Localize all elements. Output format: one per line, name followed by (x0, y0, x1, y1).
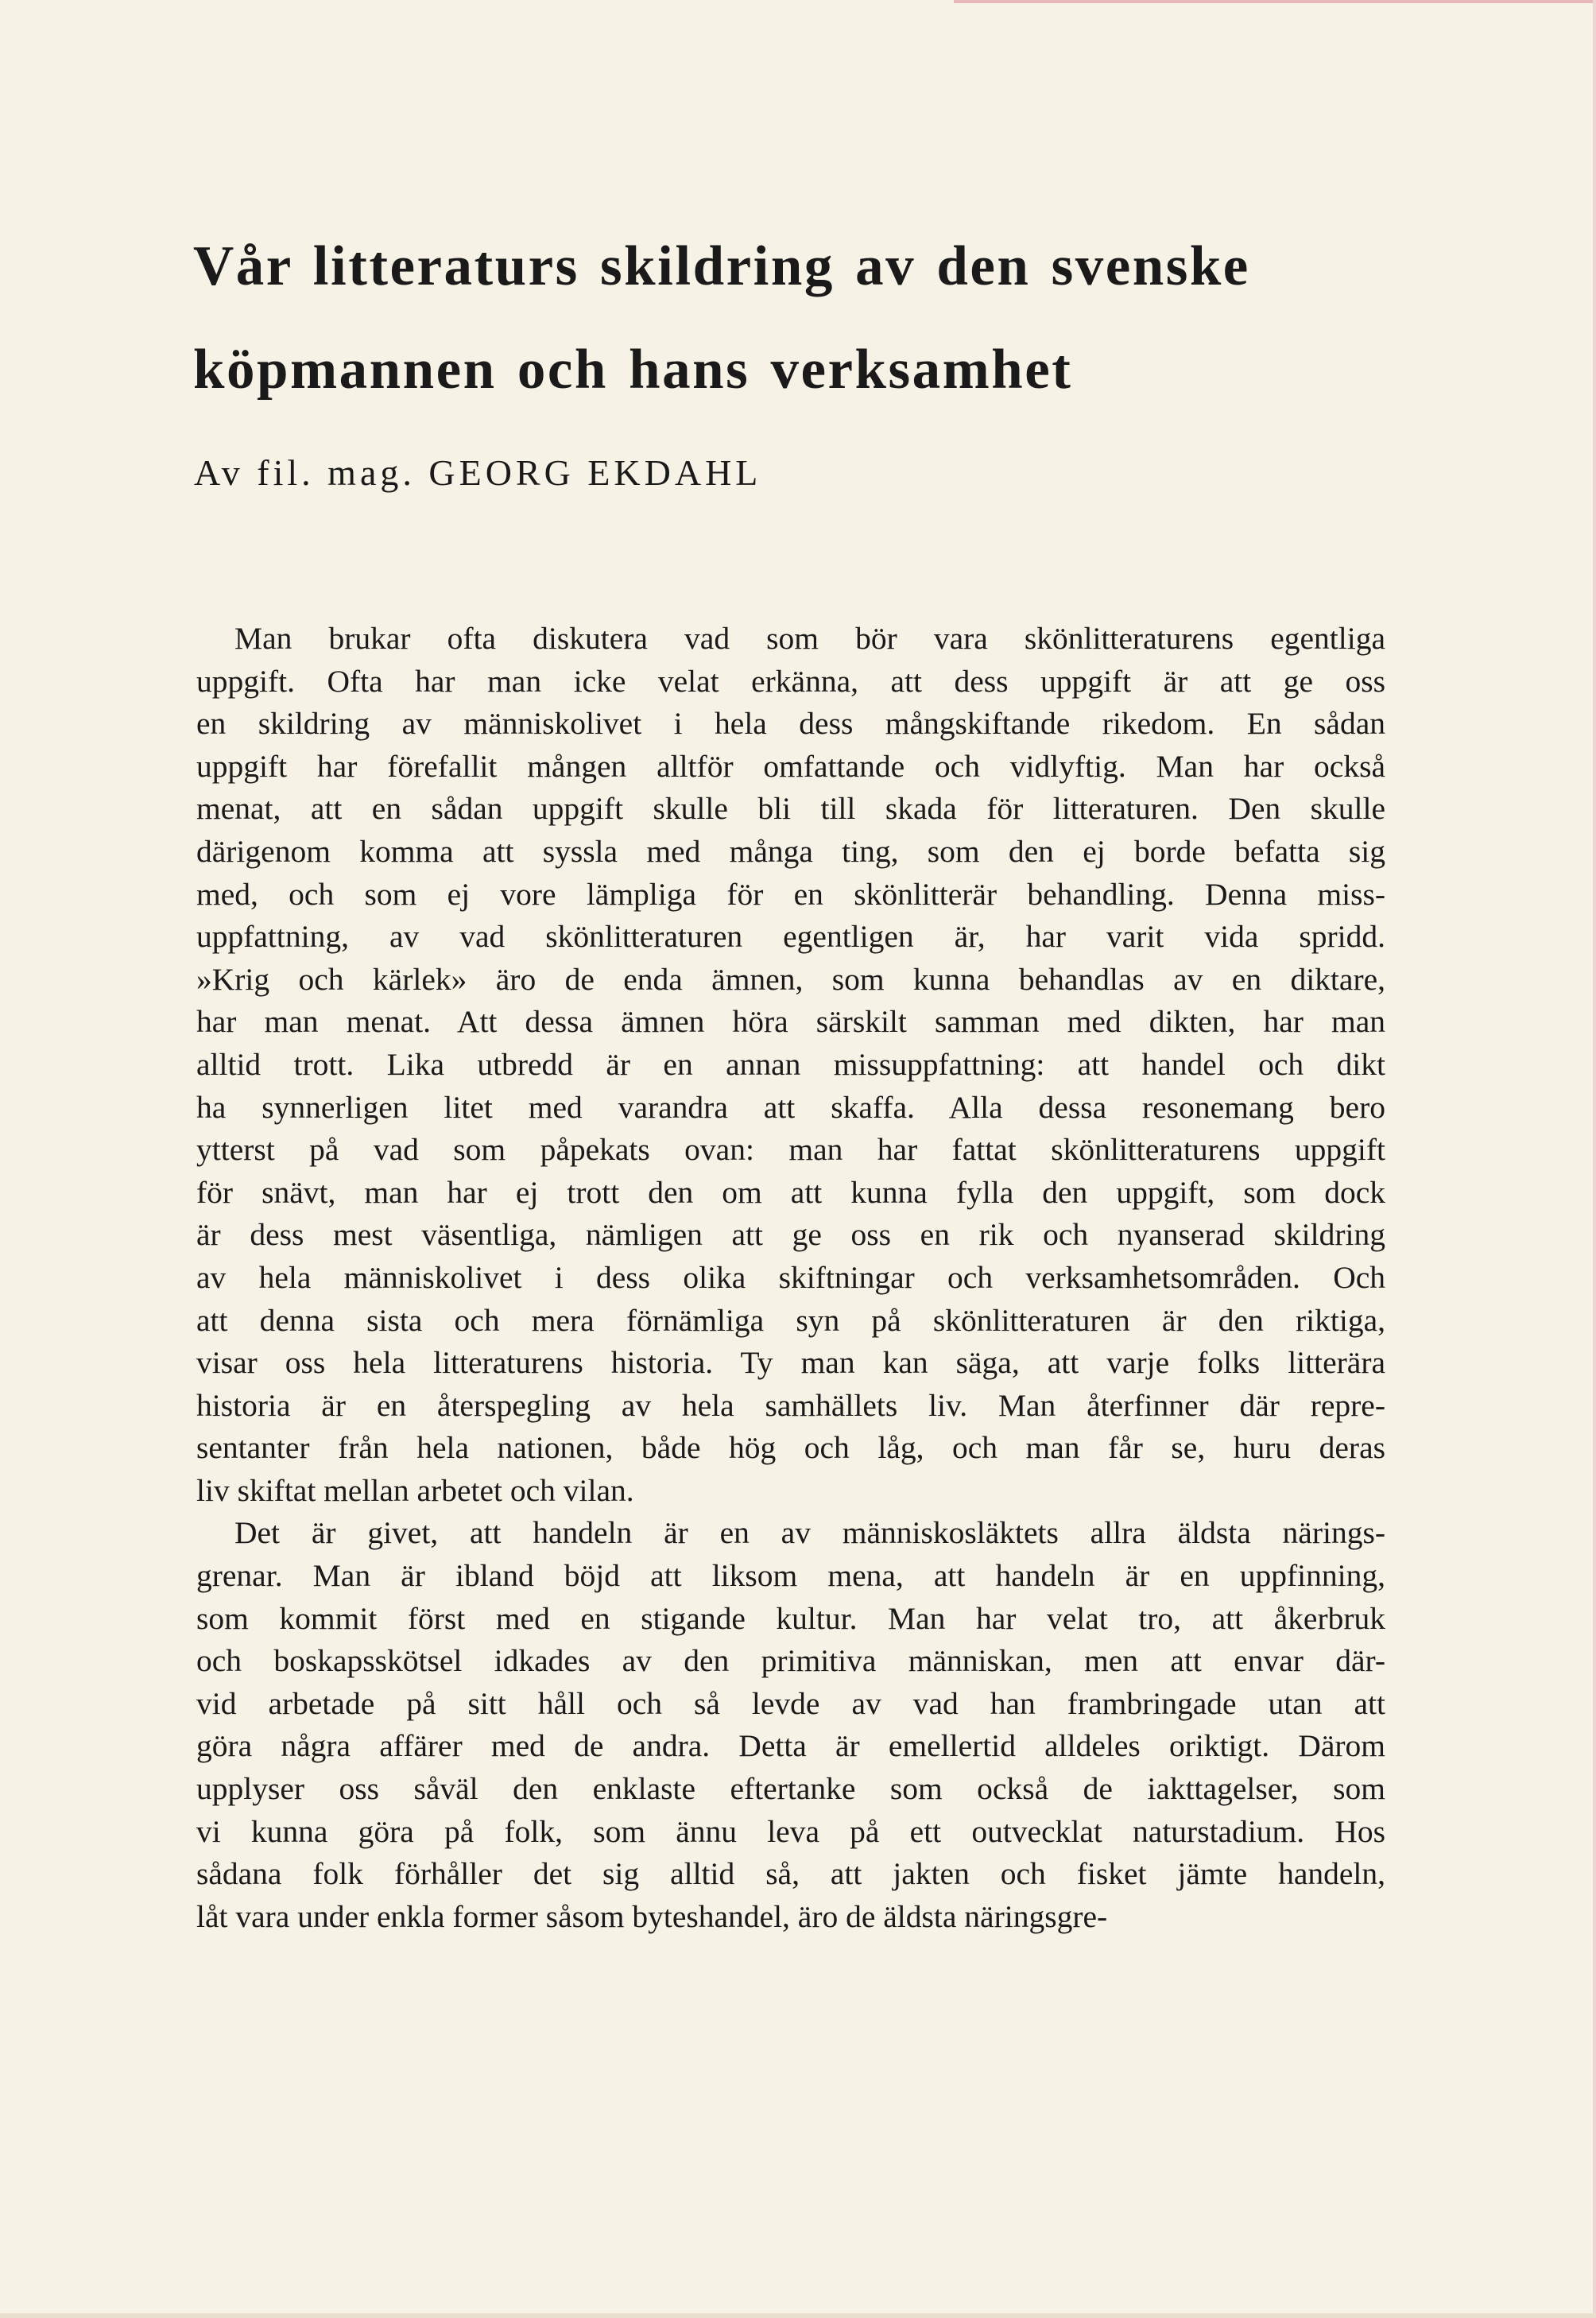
text-line: grenar. Man är ibland böjd att liksom mena, att handeln är en uppfinning, (196, 1558, 1385, 1594)
text-line: och boskapsskötsel idkades av den primitiva människan, men att envar där- (196, 1643, 1385, 1679)
text-line: upplyser oss såväl den enklaste eftertanke som också de iakttagelser, som (196, 1771, 1385, 1807)
text-line: för snävt, man har ej trott den om att kunna fylla den uppgift, som dock (196, 1174, 1385, 1210)
text-line: en skildring av människolivet i hela dess mångskiftande rikedom. En sådan (196, 706, 1385, 742)
text-line: historia är en återspegling av hela samhällets liv. Man återfinner där repre- (196, 1387, 1385, 1423)
text-line: vid arbetade på sitt håll och så levde av vad han frambringade utan att (196, 1685, 1385, 1721)
byline: Av fil. mag. GEORG EKDAHL (194, 452, 762, 493)
text-line: vi kunna göra på folk, som ännu leva på ett outvecklat naturstadium. Hos (196, 1813, 1385, 1849)
text-line: uppfattning, av vad skönlitteraturen egentligen är, har varit vida spridd. (196, 919, 1385, 955)
text-line: menat, att en sådan uppgift skulle bli till skada för litteraturen. Den skulle (196, 791, 1385, 827)
text-line: »Krig och kärlek» äro de enda ämnen, som kunna behandlas av en diktare, (196, 961, 1385, 997)
text-line: alltid trott. Lika utbredd är en annan missuppfattning: att handel och dikt (196, 1046, 1385, 1082)
text-line: ha synnerligen litet med varandra att skaffa. Alla dessa resonemang bero (196, 1089, 1385, 1125)
page-edge-top (954, 0, 1596, 3)
paragraph (196, 1512, 1385, 1938)
text-line: ytterst på vad som påpekats ovan: man har fattat skönlitteraturens uppgift (196, 1132, 1385, 1168)
title-line: köpmannen och hans verksamhet (193, 339, 1073, 401)
text-line: sentanter från hela nationen, både hög och låg, och man får se, huru deras (196, 1430, 1385, 1466)
text-line: uppgift. Ofta har man icke velat erkänna, att dess uppgift är att ge oss (196, 663, 1385, 699)
text-line: visar oss hela litteraturens historia. Ty man kan säga, att varje folks litterära (196, 1345, 1385, 1381)
title-line: Vår litteraturs skildring av den svenske (193, 235, 1250, 297)
article-title (193, 215, 1401, 421)
text-line: Det är givet, att handeln är en av människosläktets allra äldsta närings- (234, 1515, 1385, 1551)
text-line: är dess mest väsentliga, nämligen att ge oss en rik och nyanserad skildring (196, 1217, 1385, 1253)
text-line: av hela människolivet i dess olika skiftningar och verksamhetsområden. Och (196, 1259, 1385, 1295)
article-body (196, 618, 1385, 1938)
page-edge-bottom (0, 2313, 1596, 2318)
page-edge-right (1593, 0, 1596, 2318)
text-line: som kommit först med en stigande kultur. Man har velat tro, att åkerbruk (196, 1600, 1385, 1636)
text-line: att denna sista och mera förnämliga syn på skönlitteraturen är den riktiga, (196, 1302, 1385, 1338)
text-line: uppgift har förefallit mången alltför omfattande och vidlyftig. Man har också (196, 748, 1385, 784)
text-line: Man brukar ofta diskutera vad som bör vara skönlitteraturens egentliga (234, 621, 1385, 656)
paragraph (196, 618, 1385, 1512)
text-line: låt vara under enkla former såsom byteshandel, äro de äldsta näringsgre- (196, 1898, 1108, 1934)
text-line: liv skiftat mellan arbetet och vilan. (196, 1472, 634, 1508)
text-line: har man menat. Att dessa ämnen höra särskilt samman med dikten, har man (196, 1004, 1385, 1040)
text-line: därigenom komma att syssla med många ting, som den ej borde befatta sig (196, 833, 1385, 869)
text-line: sådana folk förhåller det sig alltid så, att jakten och fisket jämte handeln, (196, 1856, 1385, 1892)
text-line: göra några affärer med de andra. Detta är emellertid alldeles oriktigt. Därom (196, 1728, 1385, 1764)
text-line: med, och som ej vore lämpliga för en skönlitterär behandling. Denna miss- (196, 876, 1385, 912)
